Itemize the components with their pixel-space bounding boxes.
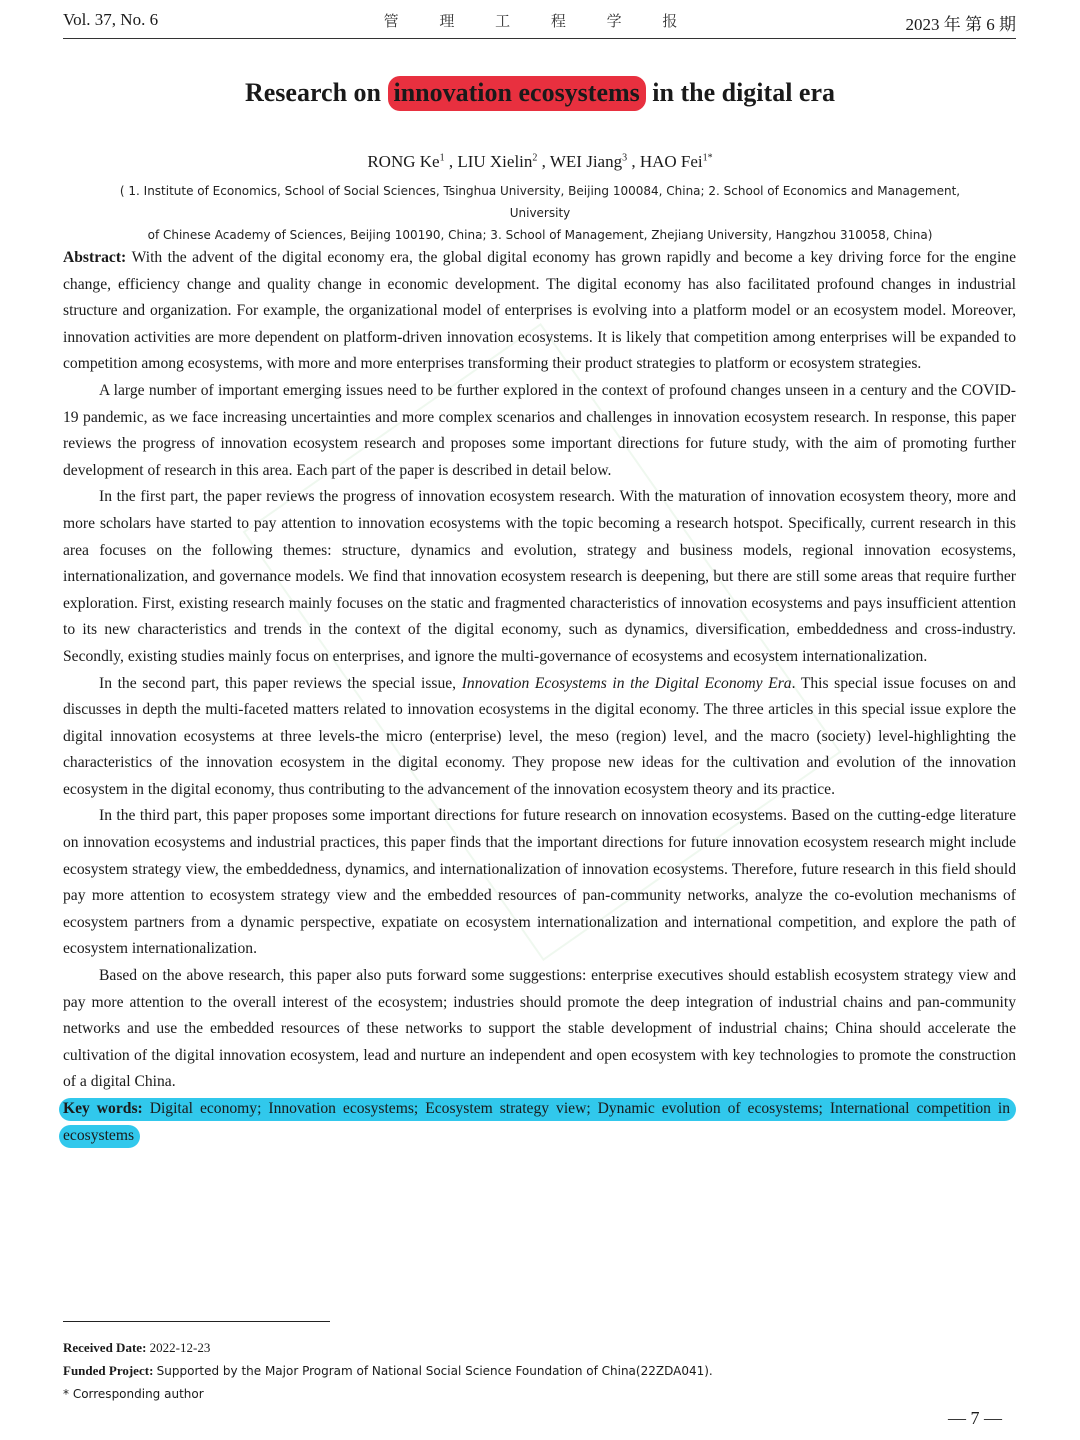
- title-part-after: in the digital era: [645, 78, 835, 107]
- author-affil-mark: 1*: [702, 152, 713, 164]
- special-issue-title: Innovation Ecosystems in the Digital Economy Era: [461, 674, 792, 692]
- author-name: WEI Jiang: [549, 152, 623, 171]
- funded-value: Supported by the Major Program of National Social Science Foundation of China(22ZDA041).: [156, 1364, 713, 1378]
- paper-title: [0, 78, 1080, 108]
- received-value: 2022-12-23: [149, 1340, 211, 1355]
- author-list: RONG Ke$^1$ , LIU Xielin$^2$ , WEI Jiang$^3$ , HAO Fei$^{1*}$: [367, 152, 713, 171]
- corresponding-author-note: * Corresponding author: [63, 1387, 204, 1401]
- footnote-rule: [63, 1321, 330, 1322]
- affiliation-line: of Chinese Academy of Sciences, Beijing 100190, China; 3. School of Management, Zhejiang University, Hangzhou 310058, China): [147, 228, 933, 242]
- abstract-paragraph: In the first part, the paper reviews the progress of innovation ecosystem research. With the maturation of innovation ecosystem theory, more and more scholars have started to pay attention to innovation ecosystems with the topic becoming a research hotspot. Specifically, current research in this area focuses on the following themes: structure, dynamics and evolution, strategy and business models, regional innovation ecosystems, internationalization, and governance models. We find that innovation ecosystem research is deepening, but there are still some areas that require further exploration. First, existing research mainly focuses on the static and fragmented characteristics of innovation ecosystems and pays insufficient attention to its new characteristics and trends in the context of the digital economy, such as dynamics, diversification, embeddedness and cross-industry. Secondly, existing studies mainly focus on enterprises, and ignore the multi-governance of ecosystems and ecosystem internationalization.: [63, 488, 1016, 665]
- funded-label: Funded Project: [63, 1363, 150, 1378]
- volume-label: Vol. 37, No. 6: [63, 10, 159, 29]
- author-affil-mark: 2: [532, 152, 538, 164]
- abstract-text: With the advent of the digital economy era, the global digital economy has grown rapidly and become a key driving force for the engine change, efficiency change and quality change in economic development. The digital economy has also facilitated profound changes in industrial structure and organization. For example, the organizational model of enterprises is evolving into a platform model or an ecosystem model. Moreover, innovation activities are more dependent on platform-driven innovation ecosystems. It is likely that competition among enterprises will be expanded to competition among ecosystems, with more and more enterprises transforming their product strategies to platform or ecosystem strategies.: [63, 249, 1017, 373]
- footnotes: [63, 1336, 713, 1406]
- received-date: Received Date: 2022-12-23: [63, 1340, 211, 1355]
- received-label: Received Date: [63, 1340, 143, 1355]
- keywords-paragraph: [63, 1096, 1016, 1149]
- affiliations: [110, 180, 970, 246]
- page-number: — 7 —: [948, 1408, 1002, 1428]
- keywords-highlight: Key words: Digital economy; Innovation ecosystems; Ecosystem strategy view; Dynamic evolution of ecosystems; International competition in ecosystems: [59, 1098, 1016, 1148]
- abstract-paragraph: Abstract: With the advent of the digital economy era, the global digital economy has grown rapidly and become a key driving force for the engine change, efficiency change and quality change in economic development. The digital economy has also facilitated profound changes in industrial structure and organization. For example, the organizational model of enterprises is evolving into a platform model or an ecosystem model. Moreover, innovation activities are more dependent on platform-driven innovation ecosystems. It is likely that competition among enterprises will be expanded to competition among ecosystems, with more and more enterprises transforming their product strategies to platform or ecosystem strategies.: [63, 249, 1017, 373]
- title-part-before: Research on: [244, 78, 388, 107]
- abstract-paragraph: A large number of important emerging issues need to be further explored in the context of profound changes unseen in a century and the COVID-19 pandemic, as we face increasing uncertainties and more complex scenarios and challenges in innovation ecosystem research. In response, this paper reviews the progress of innovation ecosystem research and proposes some important directions for future study, with the aim of promoting further development of research in this area. Each part of the paper is described in detail below.: [63, 381, 1016, 479]
- author-affil-mark: 1: [439, 152, 445, 164]
- running-header: [63, 8, 1016, 39]
- author-name: HAO Fei: [639, 152, 703, 171]
- title-highlighted-phrase: innovation ecosystems: [388, 76, 646, 111]
- abstract-paragraph: In the third part, this paper proposes some important directions for future research on innovation ecosystems. Based on the cutting-edge literature on innovation ecosystems and industrial practices, this paper finds that the important directions for future innovation ecosystem research might include ecosystem strategy view, the embeddedness, dynamics, and internationalization of innovation ecosystems. Therefore, future research in this field should pay more attention to ecosystem strategy view and the embedded resources of pan-community networks, analyze the co-evolution mechanisms of ecosystem partners from a dynamic perspective, expatiate on ecosystem internationalization and international competition, and explore the path of ecosystem internationalization.: [63, 807, 1016, 958]
- abstract-body: [63, 245, 1016, 1149]
- author-name: LIU Xielin: [457, 152, 533, 171]
- journal-name: 管 理 工 程 学 报: [383, 12, 696, 30]
- author-name: RONG Ke: [367, 152, 440, 171]
- keywords-label: Key words: [63, 1100, 138, 1117]
- abstract-paragraph: [63, 671, 1016, 804]
- issue-label: 2023 年 第 6 期: [905, 15, 1016, 34]
- abstract-text: . This special issue focuses on and discusses in depth the multi-faceted matters related to innovation ecosystems in the digital economy. The three articles in this special issue explore the digital innovation ecosystems at three levels-the micro (enterprise) level, the meso (region) level, and the macro (society) level-highlighting the characteristics of the innovation ecosystem in the digital economy. They propose new ideas for the cultivation and evolution of the innovation ecosystem in the digital economy, thus contributing to the advancement of the innovation ecosystem theory and its practice.: [63, 674, 1016, 798]
- abstract-label: Abstract: [63, 249, 122, 266]
- affiliation-line: ( 1. Institute of Economics, School of Social Sciences, Tsinghua University, Beijing 100084, China; 2. School of Economics and Management, University: [119, 184, 961, 220]
- funded-project: Funded Project: Supported by the Major Program of National Social Science Foundation of China(22ZDA041).: [63, 1363, 713, 1378]
- author-affil-mark: 3: [622, 152, 628, 164]
- abstract-text: In the second part, this paper reviews the special issue,: [99, 674, 462, 692]
- keywords-text: Digital economy; Innovation ecosystems; Ecosystem strategy view; Dynamic evolution of ecosystems; International competition in ecosystems: [63, 1100, 1011, 1144]
- abstract-paragraph: Based on the above research, this paper also puts forward some suggestions: enterprise executives should establish ecosystem strategy view and pay more attention to the overall interest of the ecosystem; industries should promote the deep integration of industrial chains and pan-community networks and use the embedded resources of these networks to support the stable development of industrial chains; China should accelerate the cultivation of the digital innovation ecosystem, lead and nurture an independent and open ecosystem with key technologies to promote the construction of a digital China.: [63, 967, 1016, 1091]
